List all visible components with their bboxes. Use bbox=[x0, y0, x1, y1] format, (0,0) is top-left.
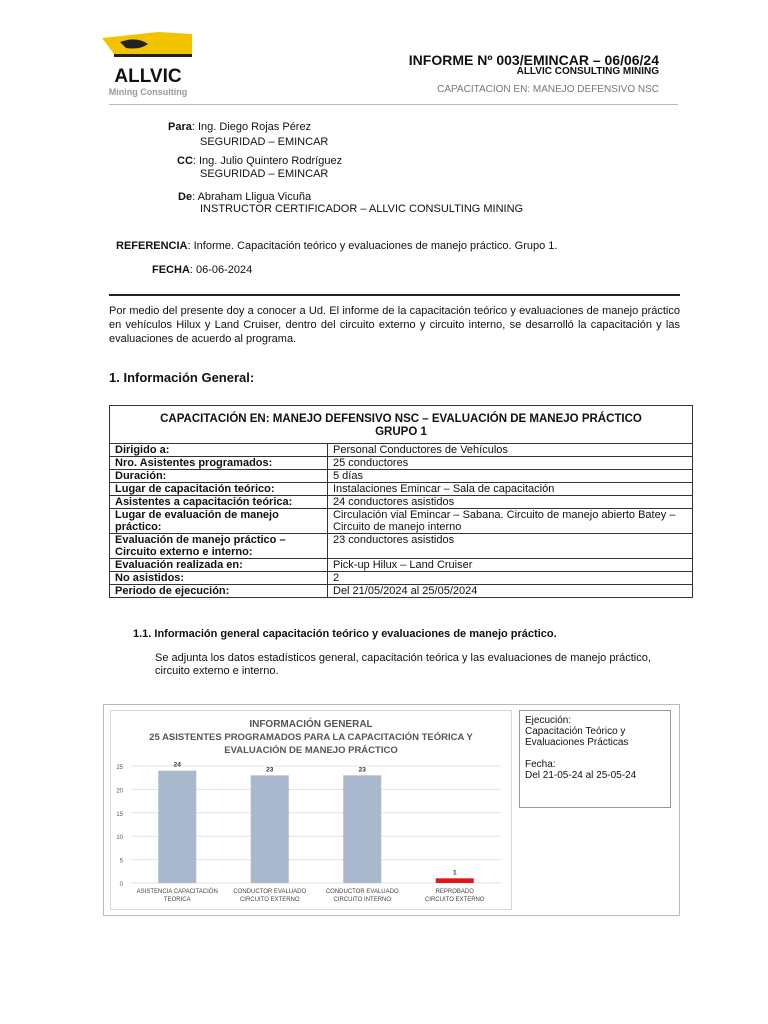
row-key: Lugar de evaluación de manejo práctico: bbox=[110, 509, 328, 534]
de-dept: INSTRUCTOR CERTIFICADOR – ALLVIC CONSULTING MINING bbox=[200, 203, 524, 215]
table-title-line-1: CAPACITACIÓN EN: MANEJO DEFENSIVO NSC – EVALUACIÓN DE MANEJO PRÁCTICO bbox=[160, 413, 642, 425]
report-company: ALLVIC CONSULTING MINING bbox=[516, 66, 659, 77]
svg-text:ALLVIC: ALLVIC bbox=[114, 66, 182, 87]
row-value: Del 21/05/2024 al 25/05/2024 bbox=[328, 585, 693, 598]
x-tick-label: CONDUCTOR EVALUADO bbox=[233, 889, 307, 895]
x-tick-label: CONDUCTOR EVALUADO bbox=[325, 889, 399, 895]
memo-cc bbox=[177, 155, 342, 167]
y-tick-label: 15 bbox=[116, 811, 123, 818]
execution-label: Ejecución: bbox=[525, 715, 572, 726]
intro-paragraph: Por medio del presente doy a conocer a Ud. El informe de la capacitación teórico y evaluaciones de manejo práctico en vehículos Hilux y Land Cruiser, dentro del circuito externo y circuito interno, se desarrolló la capacitación y las evaluaciones de acuerdo al programa. bbox=[109, 305, 680, 345]
table-row bbox=[110, 483, 693, 496]
x-tick-label: CIRCUITO INTERNO bbox=[333, 897, 392, 903]
general-info-table bbox=[109, 405, 693, 598]
data-label: 24 bbox=[173, 761, 181, 769]
bar bbox=[436, 878, 474, 883]
date-label: Fecha: bbox=[525, 759, 556, 770]
fecha-text: : 06-06-2024 bbox=[189, 264, 253, 276]
execution-line-1: Capacitación Teórico y bbox=[525, 726, 626, 737]
chart-title-line: INFORMACIÓN GENERAL bbox=[249, 719, 373, 730]
row-value: 2 bbox=[328, 572, 693, 585]
cc-dept: SEGURIDAD – EMINCAR bbox=[200, 168, 329, 180]
table-row bbox=[110, 572, 693, 585]
execution-line-2: Evaluaciones Prácticas bbox=[525, 737, 629, 748]
bar bbox=[251, 775, 289, 883]
report-course: CAPACITACION EN: MANEJO DEFENSIVO NSC bbox=[437, 84, 659, 95]
ref-label: REFERENCIA bbox=[116, 240, 188, 252]
cc-name: : Ing. Julio Quintero Rodríguez bbox=[192, 155, 343, 167]
row-key: No asistidos: bbox=[110, 572, 328, 585]
allvic-logo bbox=[100, 30, 196, 98]
row-value: 23 conductores asistidos bbox=[328, 534, 693, 559]
memo-de bbox=[178, 191, 311, 203]
table-title bbox=[110, 406, 693, 444]
table-row bbox=[110, 444, 693, 457]
table-row bbox=[110, 559, 693, 572]
row-value: 5 días bbox=[328, 470, 693, 483]
y-tick-label: 20 bbox=[116, 788, 123, 795]
row-key: Periodo de ejecución: bbox=[110, 585, 328, 598]
header-divider bbox=[109, 104, 678, 105]
para-name: : Ing. Diego Rojas Pérez bbox=[191, 121, 312, 133]
row-key: Asistentes a capacitación teórica: bbox=[110, 496, 328, 509]
row-key: Evaluación realizada en: bbox=[110, 559, 328, 572]
row-value: 24 conductores asistidos bbox=[328, 496, 693, 509]
x-tick-label: ASISTENCIA CAPACITACIÓN bbox=[136, 889, 218, 895]
row-value: Instalaciones Emincar – Sala de capacitación bbox=[328, 483, 693, 496]
table-row bbox=[110, 470, 693, 483]
section-1-1-heading: 1.1. Información general capacitación teórico y evaluaciones de manejo práctico. bbox=[133, 628, 557, 640]
x-tick-label: CIRCUITO EXTERNO bbox=[239, 897, 300, 903]
section-1-heading: 1. Información General: bbox=[109, 370, 255, 385]
table-row bbox=[110, 585, 693, 598]
de-label: De bbox=[178, 191, 193, 203]
row-key: Lugar de capacitación teórico: bbox=[110, 483, 328, 496]
row-key: Nro. Asistentes programados: bbox=[110, 457, 328, 470]
chart-title-line: 25 ASISTENTES PROGRAMADOS PARA LA CAPACITACIÓN TEÓRICA Y bbox=[149, 732, 473, 743]
memo-referencia bbox=[116, 240, 557, 252]
data-label: 23 bbox=[358, 766, 366, 774]
table-row bbox=[110, 457, 693, 470]
chart-title-line: EVALUACIÓN DE MANEJO PRÁCTICO bbox=[224, 745, 398, 756]
data-label: 23 bbox=[266, 766, 274, 774]
memo-fecha bbox=[152, 264, 252, 276]
y-tick-label: 25 bbox=[116, 765, 123, 771]
chart-container bbox=[110, 710, 512, 910]
de-name: : Abraham Lligua Vicuña bbox=[192, 191, 312, 203]
para-dept: SEGURIDAD – EMINCAR bbox=[200, 136, 329, 148]
cc-label: CC bbox=[177, 155, 193, 167]
bar bbox=[343, 775, 381, 883]
row-value: Circulación vial Emincar – Sabana. Circuito de manejo abierto Batey – Circuito de manejo interno bbox=[328, 509, 693, 534]
row-key: Dirigido a: bbox=[110, 444, 328, 457]
para-label: Para bbox=[168, 121, 192, 133]
bar bbox=[158, 771, 196, 883]
report-title: INFORME Nº 003/EMINCAR – 06/06/24 bbox=[408, 52, 659, 68]
y-tick-label: 10 bbox=[116, 835, 123, 842]
x-tick-label: REPROBADO bbox=[435, 889, 474, 895]
table-row bbox=[110, 509, 693, 534]
svg-text:Mining Consulting: Mining Consulting bbox=[108, 87, 188, 97]
ref-text: : Informe. Capacitación teórico y evaluaciones de manejo práctico. Grupo 1. bbox=[187, 240, 558, 252]
x-tick-label: CIRCUITO EXTERNO bbox=[424, 897, 485, 903]
bar-chart bbox=[111, 711, 511, 909]
row-key: Evaluación de manejo práctico – Circuito externo e interno: bbox=[110, 534, 328, 559]
table-row bbox=[110, 534, 693, 559]
execution-info-box bbox=[519, 710, 671, 808]
row-value: Personal Conductores de Vehículos bbox=[328, 444, 693, 457]
table-title-line-2: GRUPO 1 bbox=[375, 426, 427, 438]
table-header-row bbox=[110, 406, 693, 444]
table-row bbox=[110, 496, 693, 509]
data-label: 1 bbox=[452, 869, 457, 877]
row-key: Duración: bbox=[110, 470, 328, 483]
row-value: Pick-up Hilux – Land Cruiser bbox=[328, 559, 693, 572]
section-divider bbox=[109, 294, 680, 296]
memo-para bbox=[168, 121, 311, 133]
fecha-label: FECHA bbox=[152, 264, 190, 276]
section-1-1-text: Se adjunta los datos estadísticos general, capacitación teórica y las evaluaciones de manejo práctico, circuito externo e interno. bbox=[155, 652, 651, 677]
row-value: 25 conductores bbox=[328, 457, 693, 470]
y-tick-label: 5 bbox=[119, 858, 123, 865]
date-range: Del 21-05-24 al 25-05-24 bbox=[525, 770, 637, 781]
x-tick-label: TEORICA bbox=[163, 897, 191, 903]
y-tick-label: 0 bbox=[119, 882, 123, 888]
